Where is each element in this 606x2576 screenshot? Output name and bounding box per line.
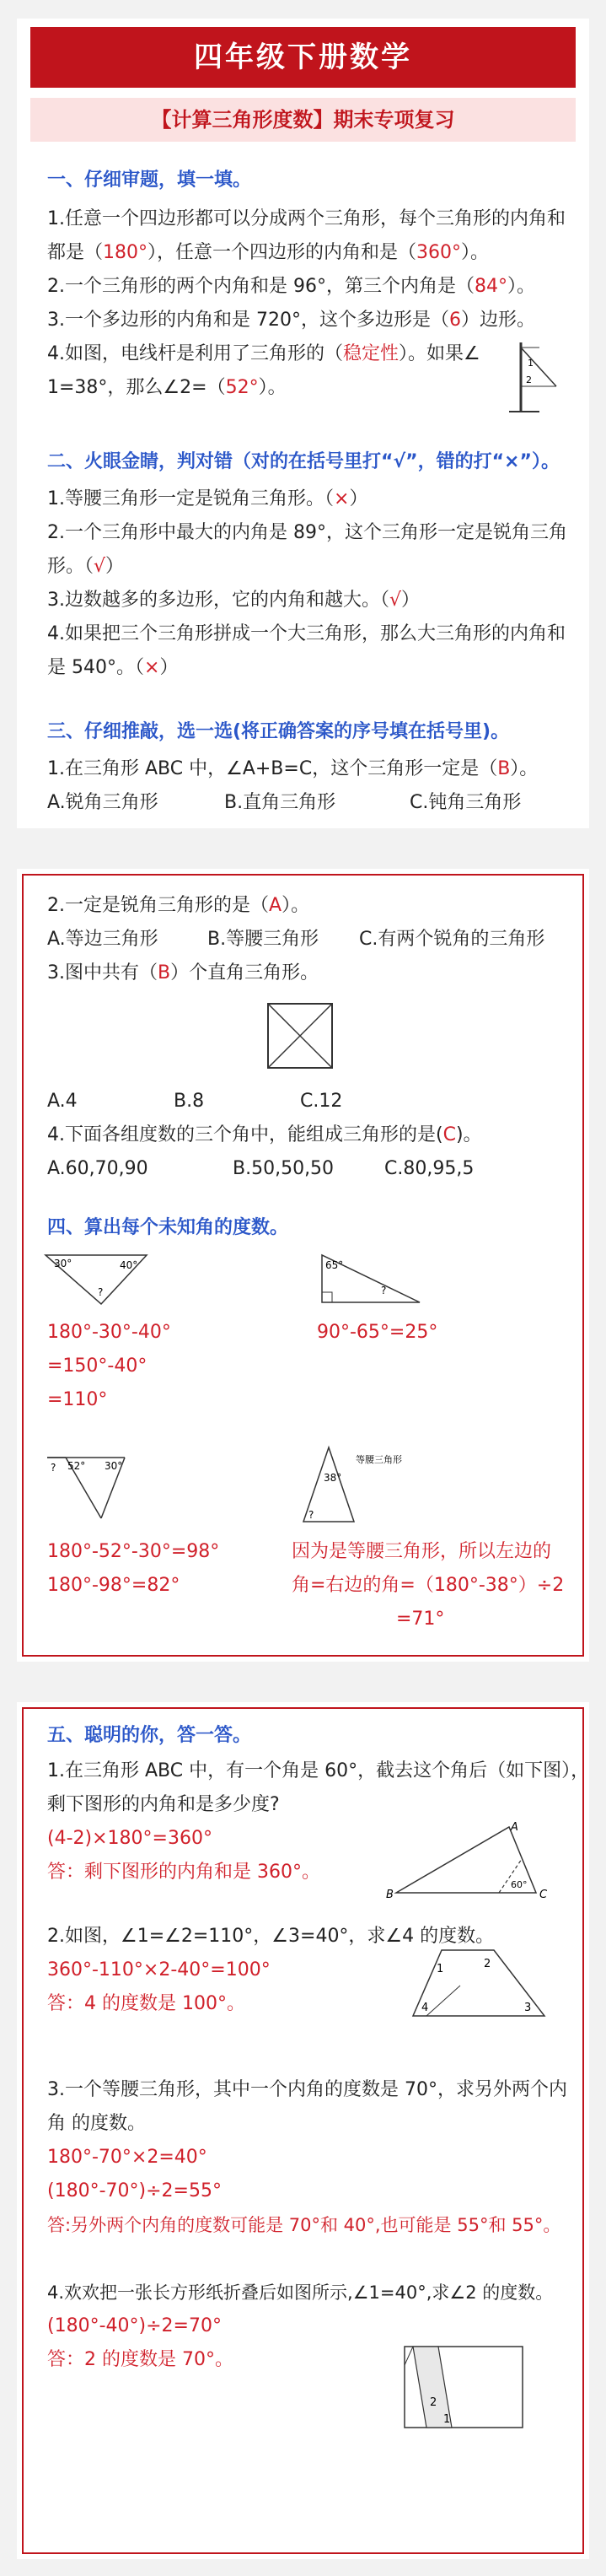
triangle-figure-2 <box>317 1250 426 1309</box>
s5-q2-work: 360°-110°×2-40°=100° <box>47 1959 271 1981</box>
s3-q4: 4.下面各组度数的三个角中，能组成三角形的是(C)。 <box>47 1124 482 1145</box>
s5-q4-fig-1: 1 <box>443 2413 451 2426</box>
f2-angle-65: 65° <box>325 1259 344 1271</box>
s5-q2-text: 2.如图，∠1=∠2=110°，∠3=40°，求∠4 的度数。 <box>47 1926 495 1947</box>
s5-q2-fig-2: 2 <box>484 1958 491 1970</box>
s5-fig-label-a: A <box>511 1821 518 1834</box>
s1-q1-line1: 1.任意一个四边形都可以分成两个三角形，每个三角形的内角和 <box>47 208 566 229</box>
s5-q1-text-1: 1.在三角形 ABC 中，有一个角是 60°，截去这个角后（如下图）， <box>47 1760 590 1781</box>
s2-q2-line2: 形。（√） <box>47 556 125 577</box>
triangle-figure-3 <box>42 1451 135 1527</box>
s2-q2-answer: √ <box>94 556 106 577</box>
s5-q4-text: 4.欢欢把一张长方形纸折叠后如图所示,∠1=40°,求∠2 的度数。 <box>47 2282 554 2303</box>
f3-angle-52: 52° <box>67 1460 86 1472</box>
s3-q2-option-a: A.等边三角形 <box>47 929 158 950</box>
s2-q3: 3.边数越多的多边形，它的内角和越大。（√） <box>47 590 421 611</box>
s3-q3-answer: B <box>158 962 171 984</box>
s5-q4-fig-2: 2 <box>430 2396 437 2409</box>
s1-q4-answer1: 稳定性 <box>343 343 400 364</box>
f2-angle-unknown: ? <box>381 1285 387 1296</box>
s2-q4-line2: 是 540°。（×） <box>47 657 179 678</box>
folded-paper-figure <box>401 2340 528 2433</box>
f3-work-1: 180°-52°-30°=98° <box>47 1541 220 1562</box>
s5-q1-answer: 答：剩下图形的内角和是 360°。 <box>47 1862 320 1883</box>
section1-heading: 一、仔细审题，填一填。 <box>47 170 252 191</box>
card-1 <box>17 19 589 828</box>
s1-q3: 3.一个多边形的内角和是 720°，这个多边形是（6）边形。 <box>47 310 535 331</box>
s5-q3-work-1: 180°-70°×2=40° <box>47 2147 207 2168</box>
f1-work-2: =150°-40° <box>47 1355 147 1377</box>
s3-q2-option-c: C.有两个锐角的三角形 <box>359 929 545 950</box>
quadrilateral-figure <box>410 1943 561 2028</box>
s1-q2: 2.一个三角形的两个内角和是 96°，第三个内角是（84°）。 <box>47 276 535 297</box>
s3-q3-option-b: B.8 <box>174 1091 205 1112</box>
f4-angle-unknown: ? <box>308 1509 314 1521</box>
f3-angle-unknown: ? <box>51 1462 56 1474</box>
s3-q2-answer: A <box>269 895 282 916</box>
s5-q2-fig-1: 1 <box>437 1963 444 1975</box>
square-with-diagonals-figure <box>266 1002 334 1070</box>
s2-q1: 1.等腰三角形一定是锐角三角形。（×） <box>47 488 368 509</box>
isosceles-triangle-figure <box>295 1442 430 1527</box>
s3-q4-option-c: C.80,95,5 <box>384 1158 475 1179</box>
s3-q2-option-b: B.等腰三角形 <box>207 929 319 950</box>
section5-heading: 五、聪明的你，答一答。 <box>47 1725 252 1746</box>
s2-q3-answer: √ <box>389 590 402 611</box>
s2-q1-answer: × <box>334 488 350 509</box>
section3-heading: 三、仔细推敲，选一选(将正确答案的序号填在括号里)。 <box>47 721 510 742</box>
f1-work-3: =110° <box>47 1389 108 1410</box>
s5-q2-answer: 答：4 的度数是 100°。 <box>47 1993 245 2014</box>
s5-q1-work: (4-2)×180°=360° <box>47 1828 212 1849</box>
s2-q4-answer: × <box>144 657 160 678</box>
f1-angle-30: 30° <box>54 1258 72 1269</box>
s5-q2-fig-3: 3 <box>524 2002 532 2014</box>
f4-angle-38: 38° <box>324 1472 342 1484</box>
s3-q4-option-b: B.50,50,50 <box>233 1158 335 1179</box>
cut-triangle-figure <box>384 1820 553 1901</box>
f1-angle-40: 40° <box>120 1259 138 1271</box>
s5-q4-work: (180°-40°)÷2=70° <box>47 2315 222 2336</box>
f1-work-1: 180°-30°-40° <box>47 1322 171 1343</box>
f3-work-2: 180°-98°=82° <box>47 1575 180 1596</box>
f4-work-1: 因为是等腰三角形，所以左边的 <box>292 1541 552 1562</box>
s1-q2-answer: 84° <box>474 276 507 297</box>
s1-q1-answer2: 360° <box>416 242 462 263</box>
utility-pole-figure <box>506 339 565 415</box>
card-3 <box>17 1702 589 2559</box>
svg-text:2: 2 <box>526 375 532 385</box>
s1-q4-line2: 1=38°，那么∠2=（52°）。 <box>47 377 287 398</box>
section4-heading: 四、算出每个未知角的度数。 <box>47 1217 289 1238</box>
s1-q3-answer: 6 <box>448 310 461 331</box>
svg-text:1: 1 <box>528 358 534 369</box>
s5-q3-work-2: (180°-70°)÷2=55° <box>47 2180 222 2201</box>
s5-q4-answer: 答：2 的度数是 70°。 <box>47 2349 233 2370</box>
card-2 <box>17 869 589 1662</box>
s3-q1-option-b: B.直角三角形 <box>224 792 336 813</box>
s1-q1-answer1: 180° <box>103 242 148 263</box>
subtitle-banner: 【计算三角形度数】期末专项复习 <box>30 98 576 142</box>
s3-q1-option-c: C.钝角三角形 <box>410 792 522 813</box>
s5-fig-label-c: C <box>539 1889 548 1901</box>
s5-q3-answer: 答:另外两个内角的度数可能是 70°和 40°,也可能是 55°和 55°。 <box>47 2215 561 2235</box>
s5-q3-text-1: 3.一个等腰三角形，其中一个内角的度数是 70°，求另外两个内 <box>47 2079 567 2100</box>
s5-fig-label-b: B <box>386 1889 394 1901</box>
s5-q1-text-2: 剩下图形的内角和是多少度? <box>47 1794 280 1815</box>
s3-q4-answer: C <box>442 1124 456 1145</box>
s3-q3-option-c: C.12 <box>300 1091 343 1112</box>
s1-q4-answer2: 52° <box>225 377 259 398</box>
s3-q1: 1.在三角形 ABC 中，∠A+B=C，这个三角形一定是（B）。 <box>47 758 539 779</box>
s3-q2: 2.一定是锐角三角形的是（A）。 <box>47 895 310 916</box>
s3-q1-option-a: A.锐角三角形 <box>47 792 158 813</box>
f3-angle-30: 30° <box>105 1460 123 1472</box>
section2-heading: 二、火眼金睛，判对错（对的在括号里打“√”，错的打“×”）。 <box>47 451 560 472</box>
title-banner: 四年级下册数学 <box>30 27 576 88</box>
s1-q1-line2: 都是（180°），任意一个四边形的内角和是（360°）。 <box>47 242 490 263</box>
s3-q3: 3.图中共有（B）个直角三角形。 <box>47 962 319 984</box>
s2-q4-line1: 4.如果把三个三角形拼成一个大三角形，那么大三角形的内角和 <box>47 623 566 644</box>
f4-work-2: 角=右边的角=（180°-38°）÷2 <box>292 1575 565 1596</box>
f4-work-3: =71° <box>396 1609 445 1630</box>
s3-q4-option-a: A.60,70,90 <box>47 1158 148 1179</box>
s5-q3-text-2: 角 的度数。 <box>47 2113 146 2134</box>
s5-fig-label-60: 60° <box>511 1879 528 1890</box>
s3-q3-option-a: A.4 <box>47 1091 78 1112</box>
s2-q2-line1: 2.一个三角形中最大的内角是 89°，这个三角形一定是锐角三角 <box>47 522 567 543</box>
f1-angle-unknown: ? <box>98 1286 104 1298</box>
f4-label: 等腰三角形 <box>356 1454 402 1465</box>
s5-q2-fig-4: 4 <box>421 2002 429 2014</box>
f2-work-1: 90°-65°=25° <box>317 1322 438 1343</box>
s3-q1-answer: B <box>497 758 511 779</box>
triangle-figure-1 <box>42 1250 152 1309</box>
s1-q4-line1: 4.如图，电线杆是利用了三角形的（稳定性）。如果∠ <box>47 343 480 364</box>
